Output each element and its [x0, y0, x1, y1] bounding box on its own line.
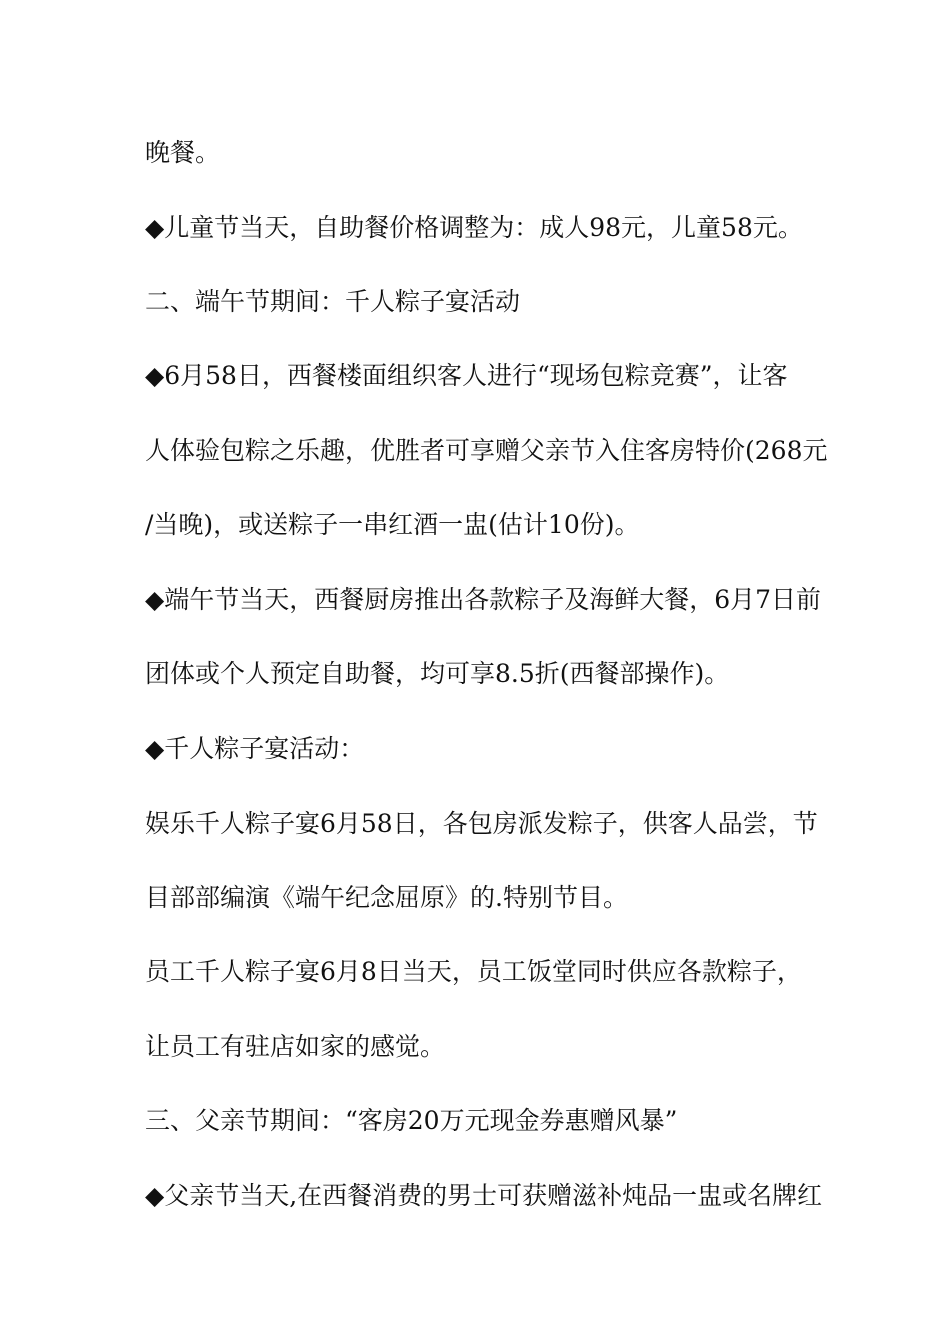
text-line-6: /当晚)，或送粽子一串红酒一盅(估计10份)。 — [145, 510, 640, 539]
text-line-12: 员工千人粽子宴6月8日当天，员工饭堂同时供应各款粽子， — [145, 957, 802, 986]
text-line-15: ◆父亲节当天,在西餐消费的男士可获赠滋补炖品一盅或名牌红 — [145, 1181, 823, 1210]
text-line-7: ◆端午节当天，西餐厨房推出各款粽子及海鲜大餐，6月7日前 — [145, 585, 822, 614]
text-line-4: ◆6月58日，西餐楼面组织客人进行“现场包粽竞赛”，让客 — [145, 361, 788, 390]
section-heading-2: 二、端午节期间：千人粽子宴活动 — [145, 287, 521, 316]
section-heading-3: 三、父亲节期间：“客房20万元现金券惠赠风暴” — [145, 1106, 678, 1135]
text-line-9: ◆千人粽子宴活动： — [145, 734, 365, 763]
text-line-13: 让员工有驻店如家的感觉。 — [145, 1032, 446, 1061]
text-line-11: 目部部编演《端午纪念屈原》的.特别节目。 — [145, 883, 628, 912]
text-line-1: 晚餐。 — [145, 138, 221, 167]
text-line-10: 娱乐千人粽子宴6月58日，各包房派发粽子，供客人品尝，节 — [145, 809, 818, 838]
text-line-2: ◆儿童节当天，自助餐价格调整为：成人98元，儿童58元。 — [145, 213, 803, 242]
text-line-5: 人体验包粽之乐趣，优胜者可享赠父亲节入住客房特价(268元 — [145, 436, 828, 465]
text-line-8: 团体或个人预定自助餐，均可享8.5折(西餐部操作)。 — [145, 659, 730, 688]
